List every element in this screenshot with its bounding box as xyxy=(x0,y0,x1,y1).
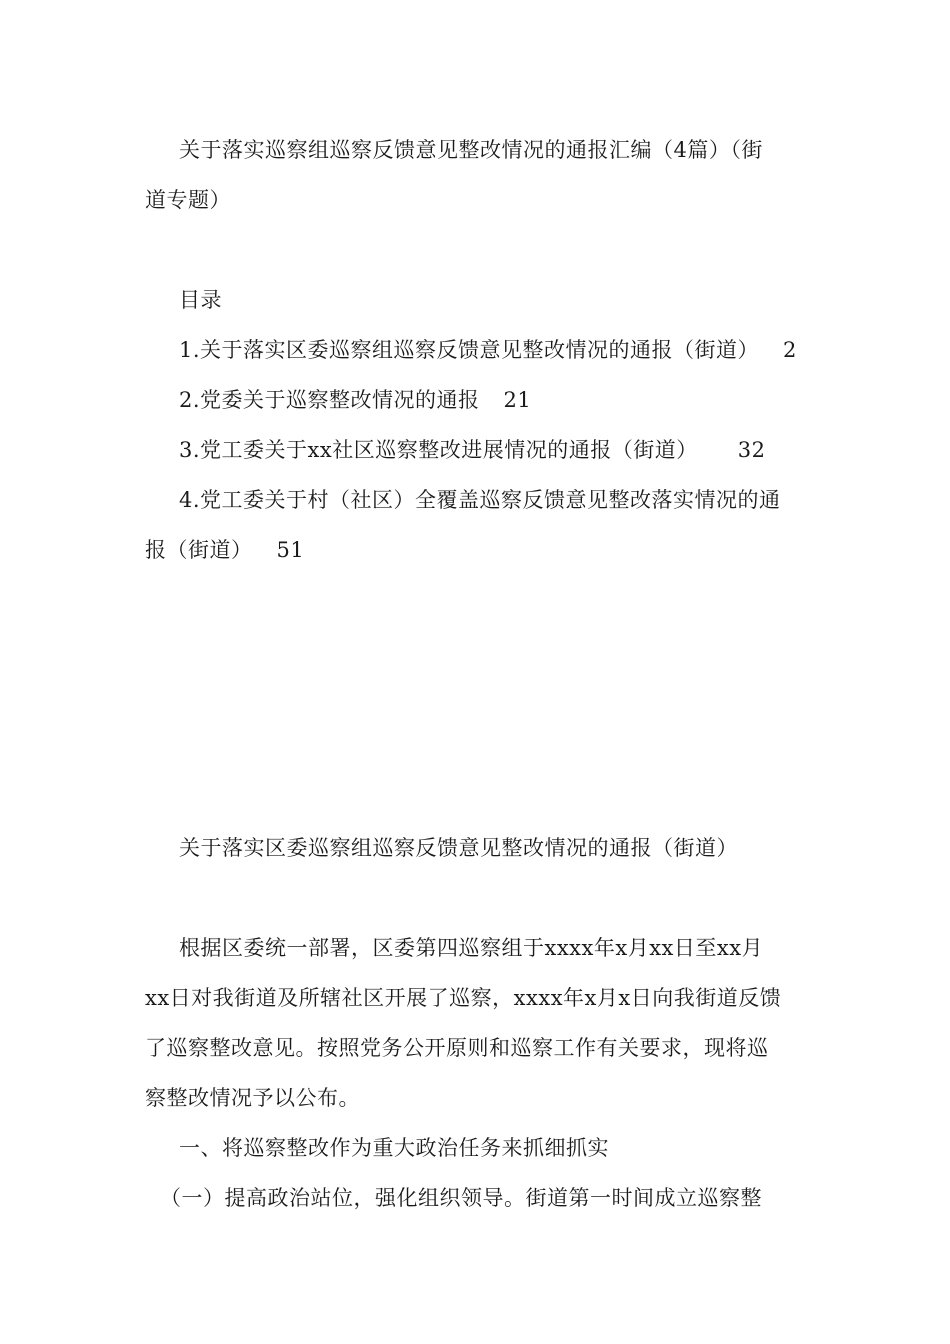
toc-item-label: 3.党工委关于xx社区巡察整改进展情况的通报（街道） xyxy=(179,438,698,462)
paragraph-line: 了巡察整改意见。按照党务公开原则和巡察工作有关要求，现将巡 xyxy=(145,1036,769,1060)
heading-1: 一、将巡察整改作为重大政治任务来抓细抓实 xyxy=(179,1136,609,1160)
paragraph-line: 察整改情况予以公布。 xyxy=(145,1086,360,1110)
toc-item-page: 21 xyxy=(503,388,532,412)
toc-item-label: 报（街道） xyxy=(145,538,253,562)
toc-item-1 xyxy=(145,335,844,365)
document-title-line-2: 道专题） xyxy=(145,188,231,212)
toc-item-4-line-1: 4.党工委关于村（社区）全覆盖巡察反馈意见整改落实情况的通 xyxy=(179,488,781,512)
toc-item-page: 51 xyxy=(276,538,305,562)
document-title-line-1: 关于落实巡察组巡察反馈意见整改情况的通报汇编（4篇）（街 xyxy=(179,138,763,162)
paragraph-line: （一）提高政治站位，强化组织领导。街道第一时间成立巡察整 xyxy=(160,1186,762,1210)
paragraph-line: xx日对我街道及所辖社区开展了巡察，xxxx年x月x日向我街道反馈 xyxy=(145,986,782,1010)
toc-item-page: 32 xyxy=(737,438,766,462)
toc-item-3 xyxy=(145,435,844,465)
toc-item-2 xyxy=(145,385,844,415)
toc-item-page: 2 xyxy=(783,338,797,362)
toc-item-label: 1.关于落实区委巡察组巡察反馈意见整改情况的通报（街道） xyxy=(179,338,760,362)
paragraph-line: 根据区委统一部署，区委第四巡察组于xxxx年x月xx日至xx月 xyxy=(179,936,764,960)
toc-item-label: 2.党委关于巡察整改情况的通报 xyxy=(179,388,480,412)
toc-item-4-line-2 xyxy=(145,535,810,565)
toc-heading: 目录 xyxy=(179,288,222,312)
section-title: 关于落实区委巡察组巡察反馈意见整改情况的通报（街道） xyxy=(179,836,738,860)
